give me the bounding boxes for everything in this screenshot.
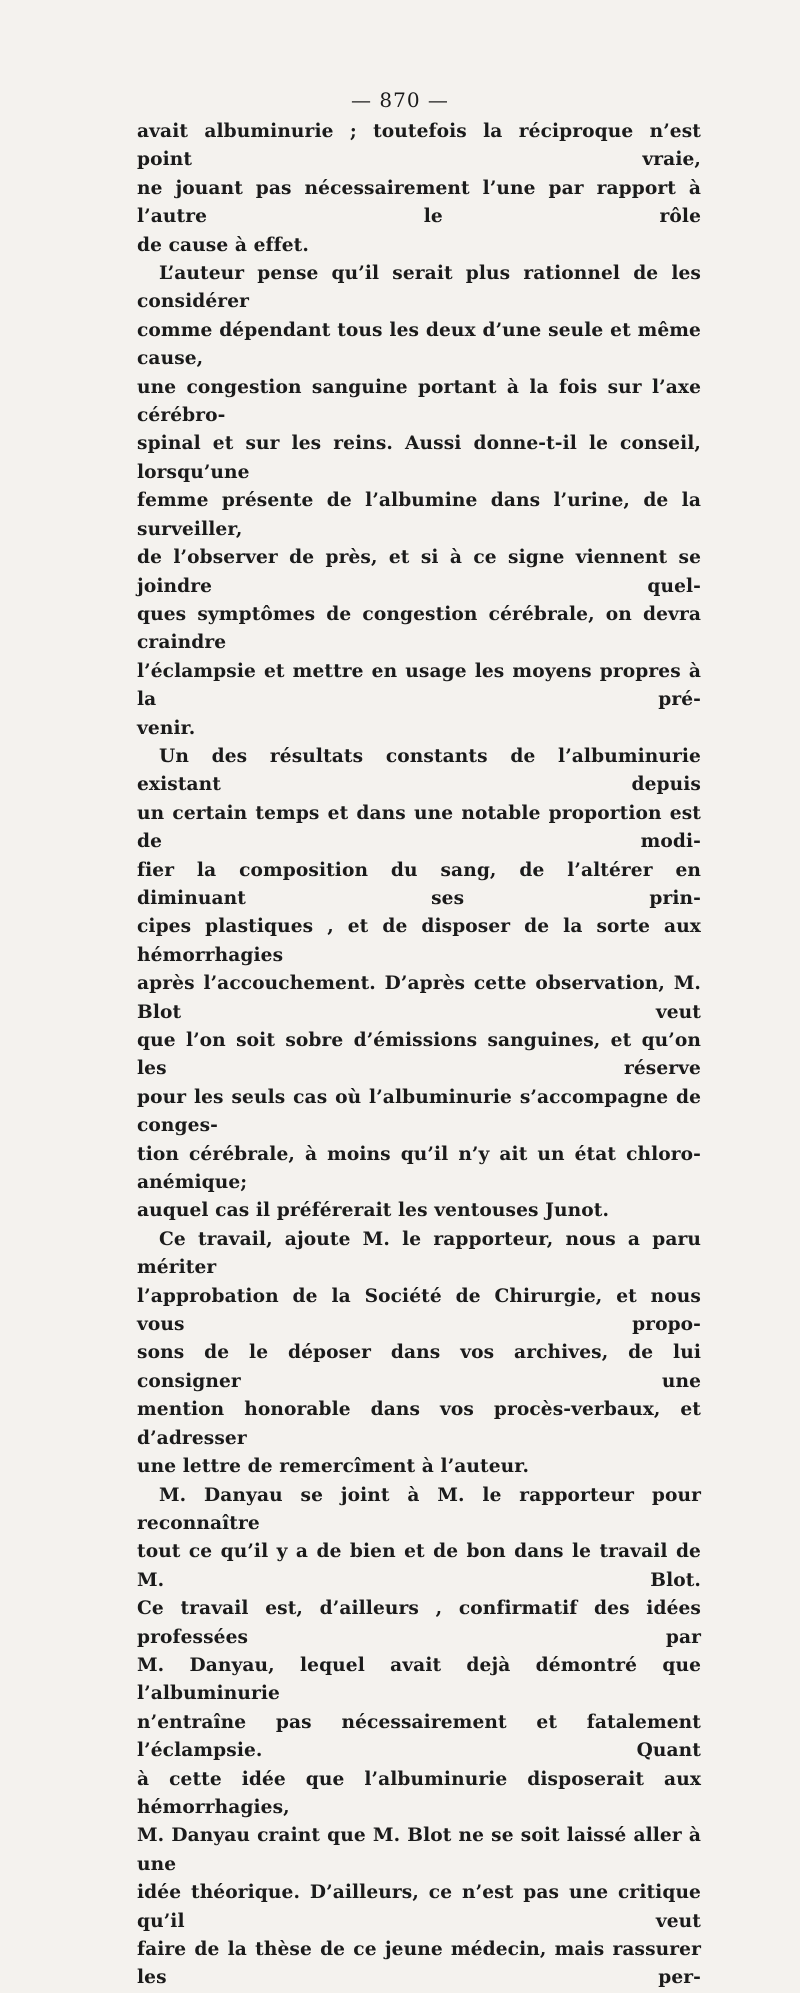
text-line-22: Ce travail, ajoute M. le rapporteur, nous a paru mériter [137, 1228, 701, 1279]
text-line-6: une congestion sanguine portant à la fois sur l’axe cérébro- [137, 376, 701, 427]
text-line-5: comme dépendant tous les deux d’une seule et même cause, [137, 319, 701, 370]
text-line-9: de l’observer de près, et si à ce signe viennent se joindre quel- [137, 547, 701, 597]
text-line-27: M. Danyau se joint à M. le rapporteur pour reconnaître [137, 1484, 701, 1534]
text-line-13: Un des résultats constants de l’albuminurie existant depuis [137, 745, 701, 796]
text-line-24: sons de le déposer dans vos archives, de lui consigner une [137, 1342, 701, 1392]
text-line-21: auquel cas il préférerait les ventouses Junot. [137, 1200, 610, 1222]
text-line-29: Ce travail est, d’ailleurs , confirmatif des idées professées par [137, 1598, 701, 1648]
text-line-14: un certain temps et dans une notable proportion est de modi- [137, 802, 701, 853]
page-number: — 870 — [351, 88, 449, 112]
text-line-8: femme présente de l’albumine dans l’urine, de la surveiller, [137, 490, 701, 540]
text-line-11: l’éclampsie et mettre en usage les moyens propres à la pré- [137, 660, 701, 711]
text-line-12: venir. [137, 717, 196, 739]
text-line-23: l’approbation de la Société de Chirurgie, et nous vous propo- [137, 1285, 701, 1336]
text-line-32: à cette idée que l’albuminurie disposerait aux hémorrhagies, [137, 1768, 701, 1818]
text-line-33: M. Danyau craint que M. Blot ne se soit laissé aller à une [137, 1825, 701, 1875]
text-line-10: ques symptômes de congestion cérébrale, on devra craindre [137, 603, 701, 654]
text-line-17: après l’accouchement. D’après cette observation, M. Blot veut [137, 973, 701, 1023]
text-line-4: L’auteur pense qu’il serait plus rationnel de les considérer [137, 263, 701, 313]
text-line-15: fier la composition du sang, de l’altérer en diminuant ses prin- [137, 859, 701, 909]
text-line-2: ne jouant pas nécessairement l’une par rapport à l’autre le rôle [137, 177, 701, 228]
text-line-34: idée théorique. D’ailleurs, ce n’est pas une critique qu’il veut [137, 1882, 701, 1932]
body-text [137, 118, 701, 1993]
text-line-35: faire de la thèse de ce jeune médecin, mais rassurer les per- [137, 1939, 701, 1989]
text-line-16: cipes plastiques , et de disposer de la sorte aux hémorrhagies [137, 916, 701, 966]
text-line-3: de cause à effet. [137, 234, 309, 256]
text-line-30: M. Danyau, lequel avait dejà démontré que l’albuminurie [137, 1654, 701, 1705]
text-line-31: n’entraîne pas nécessairement et fatalement l’éclampsie. Quant [137, 1711, 701, 1762]
text-line-20: tion cérébrale, à moins qu’il n’y ait un état chloro-anémique; [137, 1143, 701, 1194]
text-line-19: pour les seuls cas où l’albuminurie s’accompagne de conges- [137, 1086, 701, 1137]
text-line-1: avait albuminurie ; toutefois la réciproque n’est point vraie, [137, 121, 701, 171]
text-line-28: tout ce qu’il y a de bien et de bon dans le travail de M. Blot. [137, 1541, 701, 1591]
text-line-7: spinal et sur les reins. Aussi donne-t-il le conseil, lorsqu’une [137, 433, 701, 483]
text-line-25: mention honorable dans vos procès-verbaux, et d’adresser [137, 1399, 701, 1449]
text-line-26: une lettre de remercîment à l’auteur. [137, 1456, 530, 1478]
text-line-18: que l’on soit sobre d’émissions sanguines, et qu’on les réserve [137, 1030, 701, 1080]
